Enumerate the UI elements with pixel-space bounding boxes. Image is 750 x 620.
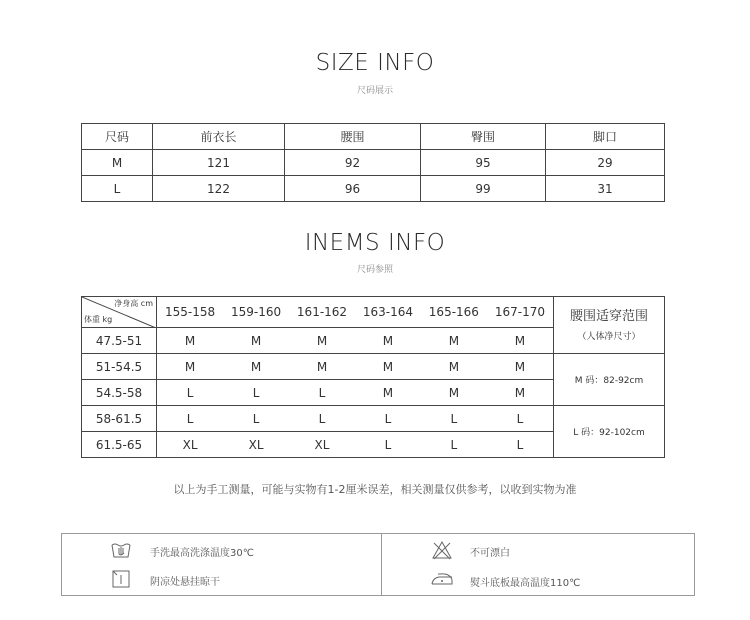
table-row (82, 354, 665, 380)
table-cell: M (157, 354, 224, 380)
care-iron (430, 568, 660, 590)
no-bleach-label: 不可漂白 (470, 548, 510, 559)
corner-weight-label: 体重 kg (84, 315, 113, 324)
table-cell: M (487, 354, 554, 380)
hand-wash-icon (110, 540, 132, 560)
weight-cell: 61.5-65 (82, 432, 157, 458)
height-header: 155-158 (157, 297, 224, 328)
table-cell: M (487, 328, 554, 354)
fit-table (81, 296, 665, 458)
inems-info-subtitle: 尺码参照 (356, 265, 393, 275)
measurement-note: 以上为手工测量，可能与实物有1-2厘米误差，相关测量仅供参考，以收到实物为准 (173, 483, 577, 496)
table-row (82, 176, 665, 202)
table-cell: L (355, 432, 421, 458)
shade-dry-label: 阴凉处悬挂晾干 (150, 577, 220, 588)
range-header-cell (554, 297, 665, 354)
table-cell: L (289, 406, 355, 432)
table-cell: L (223, 406, 289, 432)
size-header-length: 前衣长 (153, 124, 285, 150)
table-cell: M (421, 380, 487, 406)
hand-wash-label: 手洗最高洗涤温度30℃ (150, 548, 254, 559)
care-no-bleach (431, 540, 631, 562)
table-cell: 29 (546, 150, 665, 176)
iron-icon (430, 568, 454, 588)
size-info-subtitle: 尺码展示 (356, 86, 393, 96)
table-cell: M (223, 354, 289, 380)
corner-height-label: 净身高 cm (114, 299, 153, 308)
table-cell: XL (157, 432, 224, 458)
care-divider (381, 534, 382, 595)
iron-label: 熨斗底板最高温度110℃ (470, 578, 581, 589)
range-subtitle: （人体净尺寸） (577, 331, 641, 342)
size-header-hem: 脚口 (546, 124, 665, 150)
size-info-title: SIZE INFO (315, 50, 435, 76)
height-header: 163-164 (355, 297, 421, 328)
table-cell: M (355, 354, 421, 380)
table-cell: 31 (546, 176, 665, 202)
table-cell: XL (289, 432, 355, 458)
line-dry-icon (110, 568, 132, 590)
size-header-size: 尺码 (82, 124, 153, 150)
no-bleach-icon (431, 540, 453, 560)
table-cell: XL (223, 432, 289, 458)
table-cell: 92 (285, 150, 421, 176)
fit-table-header-row (82, 297, 665, 328)
weight-cell: 51-54.5 (82, 354, 157, 380)
height-header: 161-162 (289, 297, 355, 328)
table-row (82, 150, 665, 176)
table-cell: L (355, 406, 421, 432)
care-hand-wash (110, 540, 310, 562)
table-cell: L (82, 176, 153, 202)
table-cell: L (157, 380, 224, 406)
table-cell: M (421, 328, 487, 354)
table-cell: 99 (421, 176, 546, 202)
table-cell: 122 (153, 176, 285, 202)
table-cell: 96 (285, 176, 421, 202)
table-cell: L (487, 432, 554, 458)
care-instructions (61, 533, 695, 596)
size-header-hip: 臀围 (421, 124, 546, 150)
size-header-waist: 腰围 (285, 124, 421, 150)
fit-corner-cell (82, 297, 157, 328)
range-m-cell: M 码：82-92cm (554, 354, 665, 406)
weight-cell: 58-61.5 (82, 406, 157, 432)
table-cell: L (223, 380, 289, 406)
table-cell: M (289, 354, 355, 380)
table-cell: 121 (153, 150, 285, 176)
height-header: 167-170 (487, 297, 554, 328)
range-l-cell: L 码：92-102cm (554, 406, 665, 458)
height-header: 159-160 (223, 297, 289, 328)
table-cell: L (421, 406, 487, 432)
table-cell: M (421, 354, 487, 380)
table-row (82, 406, 665, 432)
table-cell: M (487, 380, 554, 406)
size-table-header-row (82, 124, 665, 150)
table-cell: L (157, 406, 224, 432)
table-cell: L (289, 380, 355, 406)
weight-cell: 54.5-58 (82, 380, 157, 406)
table-cell: L (487, 406, 554, 432)
table-cell: M (289, 328, 355, 354)
height-header: 165-166 (421, 297, 487, 328)
care-shade-dry (110, 568, 310, 590)
table-cell: M (157, 328, 224, 354)
table-cell: M (355, 380, 421, 406)
table-cell: L (421, 432, 487, 458)
table-cell: M (82, 150, 153, 176)
weight-cell: 47.5-51 (82, 328, 157, 354)
table-cell: 95 (421, 150, 546, 176)
table-cell: M (355, 328, 421, 354)
table-cell: M (223, 328, 289, 354)
inems-info-title: INEMS INFO (304, 230, 446, 256)
range-title: 腰围适穿范围 (569, 308, 648, 324)
size-table (81, 123, 665, 202)
